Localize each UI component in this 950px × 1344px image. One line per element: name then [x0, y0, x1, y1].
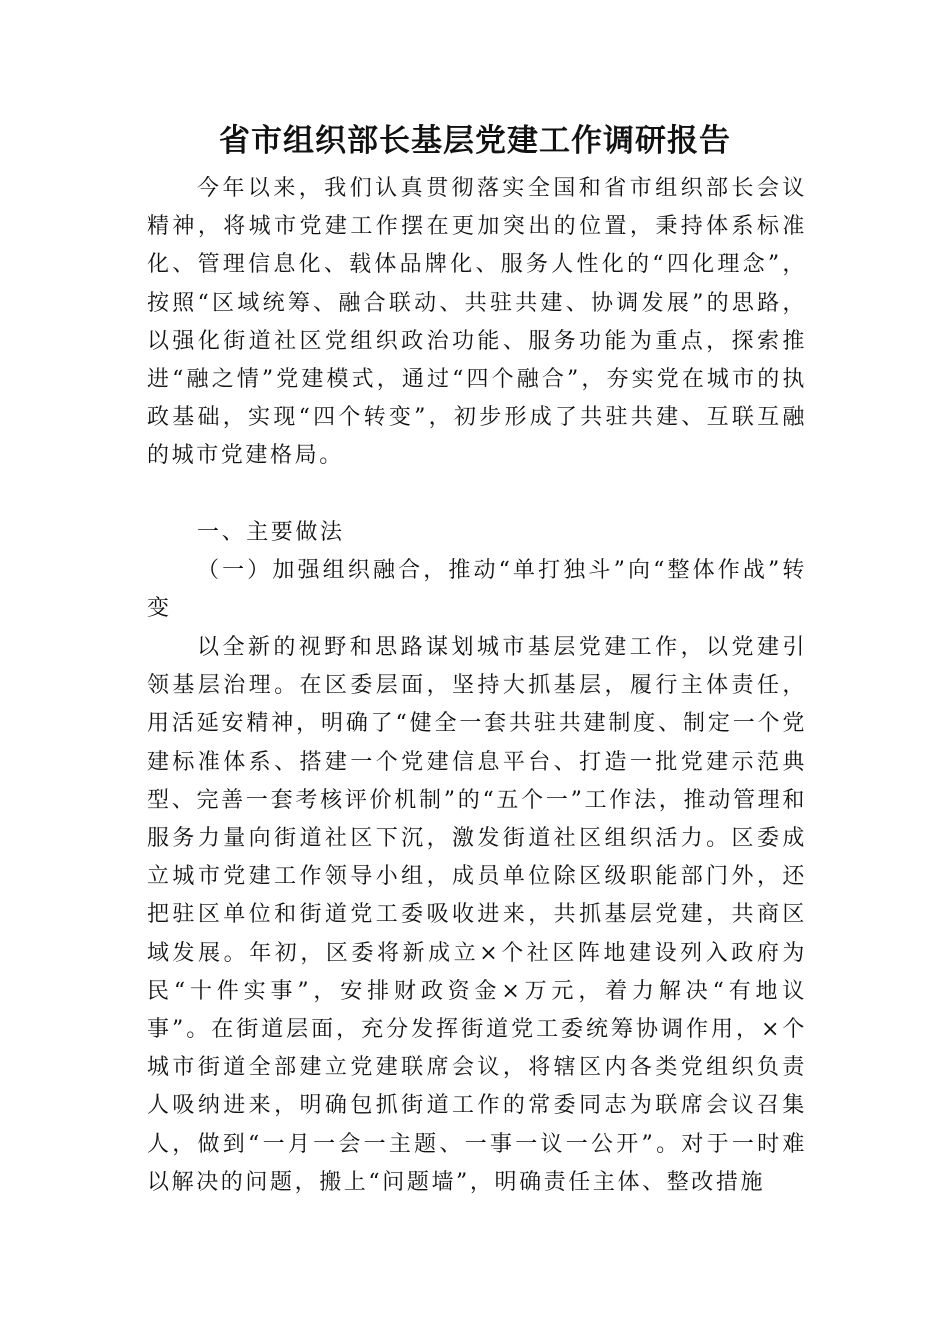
intro-paragraph: 今年以来，我们认真贯彻落实全国和省市组织部长会议精神，将城市党建工作摆在更加突出的位置，秉持体系标准化、管理信息化、载体品牌化、服务人性化的“四化理念”，按照“区域统筹、融合联动、共驻共建、协调发展”的思路，以强化街道社区党组织政治功能、服务功能为重点，探索推进“融之情”党建模式，通过“四个融合”，夯实党在城市的执政基础，实现“四个转变”，初步形成了共驻共建、互联互融的城市党建格局。: [147, 176, 807, 469]
subsection-heading: （一）加强组织融合，推动“单打独斗”向“整体作战”转变: [147, 558, 807, 622]
document-title: 省市组织部长基层党建工作调研报告: [219, 123, 731, 159]
section-heading: 一、主要做法: [197, 520, 345, 545]
subsection-paragraph: 以全新的视野和思路谋划城市基层党建工作，以党建引领基层治理。在区委层面，坚持大抓基层，履行主体责任，用活延安精神，明确了“健全一套共驻共建制度、制定一个党建标准体系、搭建一个党建信息平台、打造一批党建示范典型、完善一套考核评价机制”的“五个一”工作法，推动管理和服务力量向街道社区下沉，激发街道社区组织活力。区委成立城市党建工作领导小组，成员单位除区级职能部门外，还把驻区单位和街道党工委吸收进来，共抓基层党建，共商区域发展。年初，区委将新成立×个社区阵地建设列入政府为民“十件实事”，安排财政资金×万元，着力解决“有地议事”。在街道层面，充分发挥街道党工委统筹协调作用，×个城市街道全部建立党建联席会议，将辖区内各类党组织负责人吸纳进来，明确包抓街道工作的常委同志为联席会议召集人，做到“一月一会一主题、一事一议一公开”。对于一时难以解决的问题，搬上“问题墙”，明确责任主体、整改措施: [147, 635, 807, 1195]
